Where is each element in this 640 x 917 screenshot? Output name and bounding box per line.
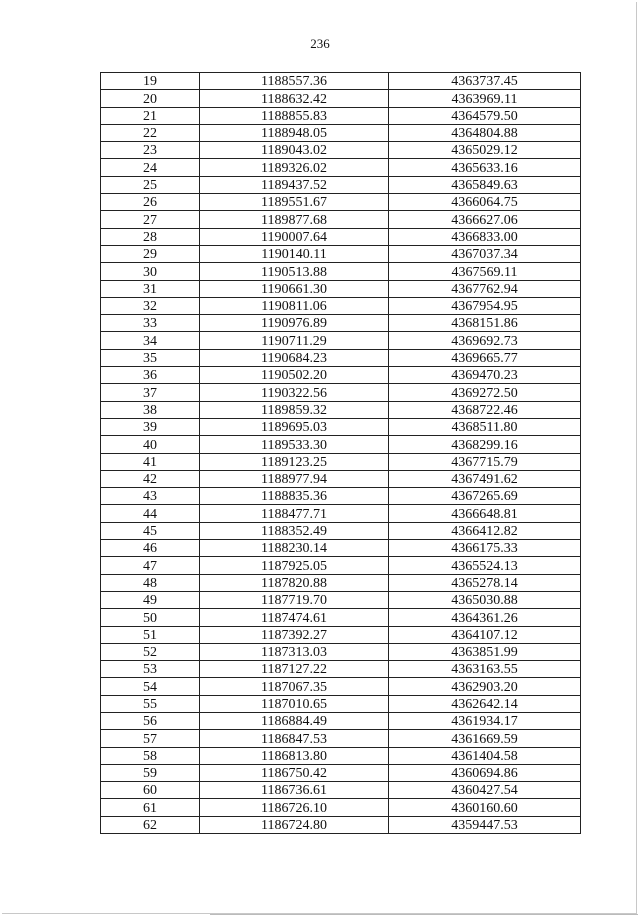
x-coordinate-cell: 1187719.70 — [200, 591, 389, 608]
x-coordinate-cell: 1188855.83 — [200, 107, 389, 124]
table-row — [101, 418, 581, 435]
y-coordinate-cell: 4359447.53 — [389, 816, 581, 833]
y-coordinate-cell: 4369470.23 — [389, 367, 581, 384]
point-number-cell: 24 — [101, 159, 200, 176]
y-coordinate-cell: 4367569.11 — [389, 263, 581, 280]
y-coordinate-cell: 4365278.14 — [389, 574, 581, 591]
table-row — [101, 332, 581, 349]
y-coordinate-cell: 4364107.12 — [389, 626, 581, 643]
point-number-cell: 29 — [101, 245, 200, 262]
x-coordinate-cell: 1186724.80 — [200, 816, 389, 833]
point-number-cell: 25 — [101, 176, 200, 193]
point-number-cell: 33 — [101, 315, 200, 332]
page-number: 236 — [310, 36, 330, 51]
table-row — [101, 176, 581, 193]
point-number-cell: 50 — [101, 609, 200, 626]
point-number-cell: 36 — [101, 367, 200, 384]
table-row — [101, 349, 581, 366]
y-coordinate-cell: 4361404.58 — [389, 747, 581, 764]
y-coordinate-cell: 4362642.14 — [389, 695, 581, 712]
point-number-cell: 48 — [101, 574, 200, 591]
table-row — [101, 73, 581, 90]
y-coordinate-cell: 4364361.26 — [389, 609, 581, 626]
y-coordinate-cell: 4367762.94 — [389, 280, 581, 297]
x-coordinate-cell: 1189437.52 — [200, 176, 389, 193]
table-row — [101, 661, 581, 678]
y-coordinate-cell: 4364804.88 — [389, 124, 581, 141]
y-coordinate-cell: 4367265.69 — [389, 488, 581, 505]
page-bottom-edge — [210, 914, 638, 915]
x-coordinate-cell: 1186750.42 — [200, 764, 389, 781]
table-row — [101, 609, 581, 626]
table-row — [101, 643, 581, 660]
table-row — [101, 315, 581, 332]
y-coordinate-cell: 4360694.86 — [389, 764, 581, 781]
point-number-cell: 47 — [101, 557, 200, 574]
table-row — [101, 557, 581, 574]
point-number-cell: 20 — [101, 90, 200, 107]
table-row — [101, 522, 581, 539]
table-row — [101, 747, 581, 764]
x-coordinate-cell: 1189533.30 — [200, 436, 389, 453]
point-number-cell: 43 — [101, 488, 200, 505]
y-coordinate-cell: 4363851.99 — [389, 643, 581, 660]
coordinates-table-body — [101, 73, 581, 834]
table-row — [101, 211, 581, 228]
x-coordinate-cell: 1186884.49 — [200, 712, 389, 729]
point-number-cell: 19 — [101, 73, 200, 90]
x-coordinate-cell: 1187925.05 — [200, 557, 389, 574]
x-coordinate-cell: 1188948.05 — [200, 124, 389, 141]
table-row — [101, 505, 581, 522]
y-coordinate-cell: 4365030.88 — [389, 591, 581, 608]
point-number-cell: 52 — [101, 643, 200, 660]
table-row — [101, 782, 581, 799]
x-coordinate-cell: 1189877.68 — [200, 211, 389, 228]
y-coordinate-cell: 4363737.45 — [389, 73, 581, 90]
point-number-cell: 49 — [101, 591, 200, 608]
table-row — [101, 297, 581, 314]
y-coordinate-cell: 4365029.12 — [389, 142, 581, 159]
point-number-cell: 27 — [101, 211, 200, 228]
x-coordinate-cell: 1187313.03 — [200, 643, 389, 660]
table-row — [101, 678, 581, 695]
table-row — [101, 626, 581, 643]
table-row — [101, 384, 581, 401]
point-number-cell: 57 — [101, 730, 200, 747]
point-number-cell: 53 — [101, 661, 200, 678]
point-number-cell: 51 — [101, 626, 200, 643]
x-coordinate-cell: 1190322.56 — [200, 384, 389, 401]
y-coordinate-cell: 4366175.33 — [389, 540, 581, 557]
y-coordinate-cell: 4367954.95 — [389, 297, 581, 314]
point-number-cell: 31 — [101, 280, 200, 297]
x-coordinate-cell: 1187067.35 — [200, 678, 389, 695]
table-row — [101, 245, 581, 262]
point-number-cell: 56 — [101, 712, 200, 729]
table-row — [101, 591, 581, 608]
x-coordinate-cell: 1188230.14 — [200, 540, 389, 557]
x-coordinate-cell: 1188352.49 — [200, 522, 389, 539]
y-coordinate-cell: 4368151.86 — [389, 315, 581, 332]
table-row — [101, 574, 581, 591]
y-coordinate-cell: 4361669.59 — [389, 730, 581, 747]
table-row — [101, 695, 581, 712]
x-coordinate-cell: 1187392.27 — [200, 626, 389, 643]
point-number-cell: 59 — [101, 764, 200, 781]
table-row — [101, 228, 581, 245]
point-number-cell: 23 — [101, 142, 200, 159]
y-coordinate-cell: 4364579.50 — [389, 107, 581, 124]
table-row — [101, 730, 581, 747]
y-coordinate-cell: 4366833.00 — [389, 228, 581, 245]
table-row — [101, 280, 581, 297]
table-row — [101, 764, 581, 781]
y-coordinate-cell: 4365849.63 — [389, 176, 581, 193]
x-coordinate-cell: 1186847.53 — [200, 730, 389, 747]
coordinates-table — [100, 72, 581, 834]
point-number-cell: 37 — [101, 384, 200, 401]
point-number-cell: 44 — [101, 505, 200, 522]
point-number-cell: 26 — [101, 194, 200, 211]
table-row — [101, 470, 581, 487]
point-number-cell: 38 — [101, 401, 200, 418]
x-coordinate-cell: 1187010.65 — [200, 695, 389, 712]
point-number-cell: 35 — [101, 349, 200, 366]
table-row — [101, 799, 581, 816]
x-coordinate-cell: 1188557.36 — [200, 73, 389, 90]
x-coordinate-cell: 1190502.20 — [200, 367, 389, 384]
x-coordinate-cell: 1189043.02 — [200, 142, 389, 159]
y-coordinate-cell: 4367491.62 — [389, 470, 581, 487]
y-coordinate-cell: 4361934.17 — [389, 712, 581, 729]
y-coordinate-cell: 4366648.81 — [389, 505, 581, 522]
y-coordinate-cell: 4362903.20 — [389, 678, 581, 695]
x-coordinate-cell: 1190007.64 — [200, 228, 389, 245]
y-coordinate-cell: 4365524.13 — [389, 557, 581, 574]
y-coordinate-cell: 4369272.50 — [389, 384, 581, 401]
point-number-cell: 34 — [101, 332, 200, 349]
y-coordinate-cell: 4369665.77 — [389, 349, 581, 366]
point-number-cell: 39 — [101, 418, 200, 435]
point-number-cell: 62 — [101, 816, 200, 833]
point-number-cell: 42 — [101, 470, 200, 487]
point-number-cell: 55 — [101, 695, 200, 712]
x-coordinate-cell: 1190513.88 — [200, 263, 389, 280]
point-number-cell: 22 — [101, 124, 200, 141]
table-row — [101, 488, 581, 505]
y-coordinate-cell: 4368511.80 — [389, 418, 581, 435]
point-number-cell: 46 — [101, 540, 200, 557]
x-coordinate-cell: 1186736.61 — [200, 782, 389, 799]
table-row — [101, 367, 581, 384]
y-coordinate-cell: 4367037.34 — [389, 245, 581, 262]
y-coordinate-cell: 4369692.73 — [389, 332, 581, 349]
table-row — [101, 159, 581, 176]
point-number-cell: 28 — [101, 228, 200, 245]
point-number-cell: 40 — [101, 436, 200, 453]
point-number-cell: 60 — [101, 782, 200, 799]
point-number-cell: 41 — [101, 453, 200, 470]
point-number-cell: 45 — [101, 522, 200, 539]
x-coordinate-cell: 1189695.03 — [200, 418, 389, 435]
x-coordinate-cell: 1188477.71 — [200, 505, 389, 522]
point-number-cell: 30 — [101, 263, 200, 280]
x-coordinate-cell: 1190661.30 — [200, 280, 389, 297]
point-number-cell: 32 — [101, 297, 200, 314]
y-coordinate-cell: 4368299.16 — [389, 436, 581, 453]
y-coordinate-cell: 4363969.11 — [389, 90, 581, 107]
y-coordinate-cell: 4363163.55 — [389, 661, 581, 678]
x-coordinate-cell: 1188835.36 — [200, 488, 389, 505]
table-row — [101, 90, 581, 107]
table-row — [101, 194, 581, 211]
x-coordinate-cell: 1187127.22 — [200, 661, 389, 678]
y-coordinate-cell: 4360427.54 — [389, 782, 581, 799]
x-coordinate-cell: 1189551.67 — [200, 194, 389, 211]
table-row — [101, 816, 581, 833]
x-coordinate-cell: 1187474.61 — [200, 609, 389, 626]
x-coordinate-cell: 1187820.88 — [200, 574, 389, 591]
table-row — [101, 436, 581, 453]
point-number-cell: 58 — [101, 747, 200, 764]
y-coordinate-cell: 4367715.79 — [389, 453, 581, 470]
table-row — [101, 124, 581, 141]
x-coordinate-cell: 1190140.11 — [200, 245, 389, 262]
y-coordinate-cell: 4368722.46 — [389, 401, 581, 418]
point-number-cell: 54 — [101, 678, 200, 695]
x-coordinate-cell: 1189859.32 — [200, 401, 389, 418]
y-coordinate-cell: 4366412.82 — [389, 522, 581, 539]
table-row — [101, 712, 581, 729]
y-coordinate-cell: 4360160.60 — [389, 799, 581, 816]
y-coordinate-cell: 4366627.06 — [389, 211, 581, 228]
table-row — [101, 453, 581, 470]
x-coordinate-cell: 1190811.06 — [200, 297, 389, 314]
point-number-cell: 61 — [101, 799, 200, 816]
y-coordinate-cell: 4366064.75 — [389, 194, 581, 211]
table-row — [101, 401, 581, 418]
x-coordinate-cell: 1186726.10 — [200, 799, 389, 816]
table-row — [101, 540, 581, 557]
table-row — [101, 263, 581, 280]
x-coordinate-cell: 1188632.42 — [200, 90, 389, 107]
x-coordinate-cell: 1190976.89 — [200, 315, 389, 332]
point-number-cell: 21 — [101, 107, 200, 124]
x-coordinate-cell: 1189326.02 — [200, 159, 389, 176]
x-coordinate-cell: 1189123.25 — [200, 453, 389, 470]
y-coordinate-cell: 4365633.16 — [389, 159, 581, 176]
x-coordinate-cell: 1190711.29 — [200, 332, 389, 349]
table-row — [101, 142, 581, 159]
x-coordinate-cell: 1190684.23 — [200, 349, 389, 366]
x-coordinate-cell: 1186813.80 — [200, 747, 389, 764]
table-row — [101, 107, 581, 124]
x-coordinate-cell: 1188977.94 — [200, 470, 389, 487]
